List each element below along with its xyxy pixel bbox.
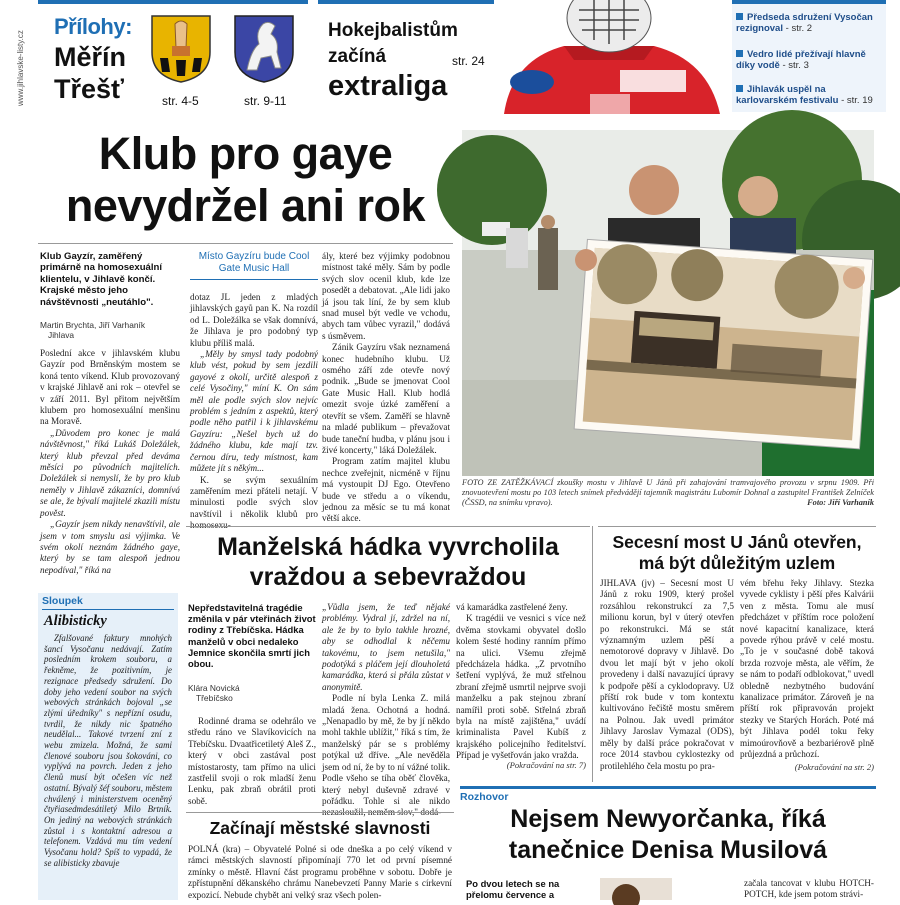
murder-location: Třebíčsko xyxy=(196,693,233,703)
bridge-headline-line: Secesní most U Jánů otevřen, xyxy=(612,532,862,552)
teaser-list xyxy=(732,0,886,112)
bridge-continued[interactable]: (Pokračování na str. 2) xyxy=(794,762,874,772)
sloupek-label: Sloupek xyxy=(42,595,174,610)
crest2-page: str. 9-11 xyxy=(244,94,287,108)
hockey-line-2: začíná xyxy=(328,46,387,67)
attachments-label: Přílohy: xyxy=(54,14,132,39)
attachments-box[interactable] xyxy=(38,0,308,108)
lead-headline-line: Klub pro gaye xyxy=(98,128,393,179)
lead-authors: Martin Brychta, Jiří Varhaník xyxy=(40,320,146,330)
murder-author: Klára Novická xyxy=(188,683,240,693)
interview-headline-line: tanečnice Denisa Musilová xyxy=(508,836,828,864)
hockey-line-1: Hokejbalistům xyxy=(328,20,458,41)
lead-headline-line: nevydržel ani rok xyxy=(65,180,426,231)
murder-col-3: vá kamarádka zastřelené ženy. K tragédii ve vesnici s více než dvěma stovkami obyvatel došlo kolem šesté hodiny ranním přímo na ulici. Všemu zřejmě předcházela hádka. „Z prvotního šetření vyplývá, že muž střelnou zbraní zřejmě usmrtil nejprve svoji manželku a pak stejnou zbraní namířil proti sobě. Střelná zbraň byla na místě zajištěna," uvádí kriminalista Pavel Kubíš z krajského policejního ředitelství. Případ je vyšetřován jako vražda. xyxy=(456,602,586,761)
teaser-item[interactable]: Předseda sdružení Vysočan rezignoval - str. 2 xyxy=(736,12,873,34)
lead-col-3: ály, které bez výjimky podobnou místnost také měly. Sám by podle svých slov ocenil klub, kde lze posedět a debatovat. „Ale lidi jako já jsou tak líní, že by sem klub snad musel být vedle ve vchodu, abych tam vůbec vyrazil," dodává s úsměvem. Zánik Gayzíru však neznamená konec hudebního klubu. Už osmého září zde otevře nový podnik. „Bude se jmenovat Cool Gate Music Hall. Klub hodlá omezit svoje úzké zaměření a otevřít se všem. Zaměří se hlavně na mladé publikum – převažovat bude taneční hudba, v plánu jsou i živé koncerty," láká Doležálek. Program zatím majitel klubu nechce zveřejnit, nicméně v říjnu má vystoupit DJ Ego. Otevřeno bude ve středu a o víkendu, jednou za měsíc se tu má konat větší akce. xyxy=(322,251,450,524)
murder-col-1: Rodinné drama se odehrálo ve středu ráno ve Slavíkovicích na Třebíčsku. Dvaatřicetiletý Aleš Z., který v obci zastával post místostarosty, tam přímo na ulici zastřelil svoji o rok mladší ženu Lenku, pak zbraň obrátil proti sobě. xyxy=(188,716,316,806)
teaser-item[interactable]: Vedro lidé přežívají hlavně díky vodě - str. 3 xyxy=(736,49,866,71)
bridge-col-1: JIHLAVA (jv) – Secesní most U Jánů z roku 1909, který prošel rozsáhlou rekonstrukcí za 7,5 milionu korun, byl v úterý otevřen po rekonstrukci. Má se stát významným uzlem pěší a nemotorové dopravy v Jihlavě. Do dvou let mají být v jeho okolí provedeny i další navazující úpravy k podpoře pěší a cyklodopravy. Už příští rok bude v tom kontextu kultivováno řečiště mostu směrem na Polnou. Jak uvedl primátor Jihlavy Jaroslav Vymazal (ODS), měly by další práce pokračovat v roce 2014 stavbou cyklostezky od protilehlého čela mostu po pra- xyxy=(600,578,734,771)
interview-photo xyxy=(600,878,672,900)
murder-headline[interactable] xyxy=(186,532,590,592)
teaser-item[interactable]: Jihlavák uspěl na karlovarském festivalu - str. 19 xyxy=(736,84,873,106)
bullet-icon xyxy=(736,85,743,92)
interview-text: začala tancovat v klubu HOTCH-POTCH, kde jsem potom strávi- xyxy=(744,878,874,900)
site-url[interactable]: www.jihlavske-listy.cz xyxy=(16,30,25,106)
interview-headline[interactable] xyxy=(460,804,876,866)
photo-credit: Foto: Jiří Varhaník xyxy=(807,498,874,508)
lead-location: Jihlava xyxy=(48,330,75,340)
hockey-page: str. 24 xyxy=(452,54,485,68)
bullet-icon xyxy=(736,50,743,57)
hockey-teaser[interactable] xyxy=(318,0,728,112)
murder-byline xyxy=(188,683,316,703)
trest-coat-of-arms-icon xyxy=(233,14,295,84)
murder-continued[interactable]: (Pokračování na str. 7) xyxy=(506,760,586,770)
interview-headline-line: Nejsem Newyorčanka, říká xyxy=(510,805,826,833)
bridge-col-2: vém břehu řeky Jihlavy. Stezka vyvede cyklisty i pěší přes Kalvárii ven z města. Tomu ale musí předcházet v příštím roce položení nové kapacitní kanalizace, která povede rýhou právě v celé mostu. „To je v současné době taková brzda rozvoje města, ale věřím, že se nám to podaří odblokovat," uvedl obledně nezbytného budování kanalizace primátor. Zároveň je na příští rok připravován projekt stezky ve Starých Horách. Poté má být Jihlava podél toku řeky mimoúrovňově a bezbariérově plně průjezdná a průchozí. xyxy=(740,578,874,760)
bridge-headline[interactable] xyxy=(598,532,876,574)
lead-headline[interactable] xyxy=(38,128,453,232)
lead-perex: Klub Gayzír, zaměřený primárně na homosexuální klientelu, v Jihlavě končí. Krajské město jeho návštěvnosti „neutáhlo". xyxy=(40,251,163,308)
sloupek-text: Zfalšované faktury mnohých šancí Vysočanu nedávají. Zatím posledním krokem souboru, a řekněme, že pozitivním, je rezignace předsedy sdružení. Do doby jeho vedení soubor na svých webových stránkách bojoval „se zlými úředníky" s nepřízní osudu, tvrdil, že nikdy nic špatného neudělal... Takové tvrzení zní z webu zmizela. Možná, že sami členové souboru jsou šokováni, co vyplývá na povrch. Jeden z jeho členů musí být očešen víc než ostatní. Bývalý šéf souboru, městem chválený i ministerstvem oceněný čtyřiasedmdesátiletý Milo Brtník. On jediný na webových stránkách zůstal i s kontaktní adresou a telefonem. Vzdává mu tím vedení Vysočanu hold? Spíš to vypadá, že se alibisticky zbavuje xyxy=(44,633,172,868)
hockey-player-photo xyxy=(494,0,728,114)
slavnosti-text: POLNÁ (kra) – Obyvatelé Polné si ode dneška a po celý víkend v rámci městských slavností připomínají 770 let od první písemné zmínky o městě. Hlavní část programu proběhne v sobotu. Dobře je zpřístupnění děkanského chrámu Nanebevzetí Panny Marie s církevní expozicí. Nebude chybět ani velký sraz všech polen- xyxy=(188,844,452,900)
crest1-page: str. 4-5 xyxy=(162,94,199,108)
murder-headline-line: Manželská hádka vyvrcholila xyxy=(217,533,559,561)
masthead xyxy=(0,0,900,112)
lead-col-1: Poslední akce v jihlavském klubu Gayzír pod Brněnským mostem se koná tento víkend. Klub provozovaný v krajské Jihlavě ani rok – otevřel se v září 2011. Byl přitom největším klubem pro homosexuální menšinu na Moravě. „Důvodem pro konec je malá návštěvnost," říká Lukáš Doležálek, který klub převzal před deváma měsíci po původních majitelích. Doležálek si nemyslí, že by pro klub neměly v Jihlavě zákazníci, domnívá se ale, že bývalí majitelé zkazili místu pověst. „Gayzír jsem nikdy nenavštívil, ale jsem v tom smyslu asi výjimka. Ve svém okolí neznám žádného gaye, který by se tam alespoň jednou nepodíval," říká na xyxy=(40,348,180,575)
photo-caption: FOTO ZE ZATĚŽKÁVACÍ zkoušky mostu v Jihlavě U Jánů při zahajování tramvajového provozu v srpnu 1909. Při znovuotevření mostu po 103 letech snímek předvádějí tajemník magistrátu Lubomír Dohnal a zastupitel František Zelníček (ČSSD, na snímku vpravo). Foto: Jiří Varhaník xyxy=(462,478,874,508)
merin-coat-of-arms-icon xyxy=(150,14,212,84)
sloupek-title: Alibisticky xyxy=(44,613,107,629)
murder-perex: Nepředstavitelná tragédie změnila v pár vteřinách život rodiny z Třebíčska. Hádka manželů v obci nedaleko Jemnice skončila smrtí jich obou. xyxy=(188,602,316,670)
bridge-photo[interactable] xyxy=(462,130,874,476)
town-trest: Třešť xyxy=(54,74,124,104)
bridge-headline-line: má být důležitým uzlem xyxy=(638,553,836,573)
lead-subhead: Místo Gayzíru bude Cool Gate Music Hall xyxy=(190,251,318,280)
bullet-icon xyxy=(736,13,743,20)
murder-headline-line: vraždou a sebevraždou xyxy=(249,563,527,591)
slavnosti-headline[interactable]: Začínají městské slavnosti xyxy=(209,818,431,838)
interview-perex: Po dvou letech se na přelomu července a xyxy=(466,878,560,900)
town-merin: Měřín xyxy=(54,42,127,72)
sloupek-box[interactable] xyxy=(38,593,178,900)
hockey-line-3: extraliga xyxy=(328,70,448,102)
murder-col-2: „Vůdla jsem, že teď nějaké problémy. Vydral jí, zdržel na ní, ale že by to bylo takhle hrozné, aby se odhodlal k něčemu takovému, to jsem netušila," podotýká s pláčem její dlouholetá kamarádka, která si přála zůstat v anonymitě. Podle ní byla Lenka Z. milá mladá žena. Ochotná a hodná. „Nenapadlo by mě, že by jí někdo mohl takhle ublížit," říká s tím, že manželský pár se s problémy potýkal už dříve. „Ale nevěděla jsem od ní, že by to ní vážné tolik. Podle všeho se tíha oběť člověka, který nebyl duševně zdravé v pořádku. Tohle si ale nikdo nezasloužil, neměm slov," dodá- xyxy=(322,602,450,818)
interview-label: Rozhovor xyxy=(460,786,876,803)
lead-byline xyxy=(40,320,180,340)
lead-col-2: dotaz JL jeden z mladých jihlavských gayů pan K. Na rozdíl od L. Doležálka se však domnívá, že Jihlava je pro podobný typ klubu příliš malá. „Měly by smysl tady podobný klub vést, pokud by sem jezdili gayové z okolí, určitě alespoň z celé Vysočiny," míní K. On sám měl ale podle svých slov nejvíc problém s jedním z aspektů, který podle něho patřil i k jihlavskému Gayzíru: „Nešel bych už do žádného klubu, kde mají tzv. černou díru, tedy místnost, kam můžete jít s někým... K. se svým sexuálním zaměřením mezi přáteli netají. V minulosti podle svých slov navštívil i několik klubů pro homosexu- xyxy=(190,292,318,531)
